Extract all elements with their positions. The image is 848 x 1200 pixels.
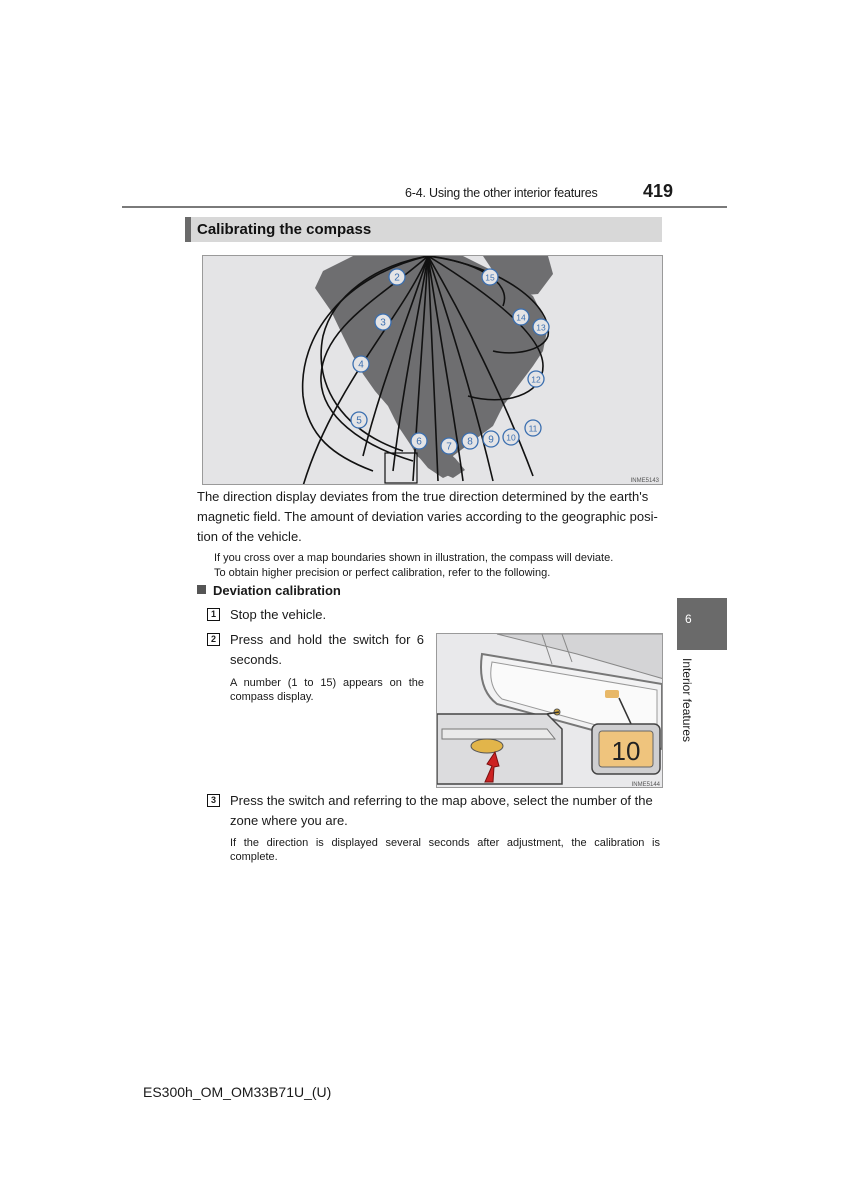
footer-code: ES300h_OM_OM33B71U_(U) <box>143 1084 332 1100</box>
compass-zone-map <box>202 255 663 485</box>
zone-marker-9 <box>483 431 499 447</box>
zone-marker-2 <box>389 269 405 285</box>
zone-marker-6 <box>411 433 427 449</box>
zone-marker-label: 13 <box>536 322 546 333</box>
map-figure-code: INME5143 <box>630 478 659 484</box>
step-2-note: A number (1 to 15) appears on the compass display. <box>230 677 424 703</box>
square-bullet-icon <box>197 585 206 594</box>
zone-marker-label: 8 <box>467 436 473 448</box>
mirror-switch-illustration <box>436 633 663 788</box>
section-heading: Calibrating the compass <box>197 221 372 238</box>
zone-marker-label: 11 <box>528 423 538 434</box>
zone-marker-label: 14 <box>516 312 526 323</box>
zone-marker-11 <box>525 420 541 436</box>
step-2-text: Press and hold the switch for 6 seconds. <box>230 632 424 667</box>
zone-marker-4 <box>353 356 369 372</box>
zone-marker-13 <box>533 319 549 335</box>
zone-marker-label: 4 <box>358 359 364 371</box>
step-number-1: 1 <box>207 608 220 621</box>
zone-map-illustration <box>203 256 663 485</box>
zone-marker-label: 3 <box>380 317 386 329</box>
running-header-title: 6-4. Using the other interior features <box>405 186 598 200</box>
page-number: 419 <box>643 181 674 201</box>
zone-marker-label: 5 <box>356 415 362 427</box>
zone-marker-label: 9 <box>488 434 494 446</box>
body-paragraph: The direction display deviates from the true direction determined by the earth's magnetic field. The amount of deviation varies according to the geographic posi-tion of the vehicle. <box>197 489 658 544</box>
chapter-label: Interior features <box>680 658 694 743</box>
zone-marker-8 <box>462 433 478 449</box>
header-rule <box>122 206 727 208</box>
zone-marker-label: 7 <box>446 441 452 453</box>
mirror-figure-code: INME5144 <box>631 782 660 788</box>
zone-marker-7 <box>441 438 457 454</box>
zone-marker-label: 15 <box>485 272 495 283</box>
zone-marker-15 <box>482 269 498 285</box>
step-3-note: If the direction is displayed several seconds after adjustment, the calibration is complete. <box>230 837 660 863</box>
zone-marker-label: 10 <box>506 432 516 443</box>
section-heading-bar <box>185 217 662 242</box>
switch-closeup-inset <box>437 712 562 784</box>
zone-marker-3 <box>375 314 391 330</box>
note-line-2: To obtain higher precision or perfect calibration, refer to the following. <box>214 567 551 579</box>
zone-marker-5 <box>351 412 367 428</box>
compass-switch <box>471 739 503 753</box>
chapter-number: 6 <box>685 612 692 626</box>
compass-display-value: 10 <box>611 736 641 766</box>
zone-marker-14 <box>513 309 529 325</box>
note-line-1: If you cross over a map boundaries shown in illustration, the compass will deviate. <box>214 552 614 564</box>
zone-marker-label: 12 <box>531 374 541 385</box>
zone-marker-12 <box>528 371 544 387</box>
step-1-text: Stop the vehicle. <box>230 607 327 622</box>
deviation-calibration-heading <box>197 583 341 598</box>
deviation-heading-text: Deviation calibration <box>213 583 341 598</box>
step-3-text: Press the switch and referring to the map above, select the number of the zone where you are. <box>230 793 653 828</box>
zone-marker-label: 6 <box>416 436 422 448</box>
chapter-tab <box>677 598 727 650</box>
zone-marker-10 <box>503 429 519 445</box>
step-number-3: 3 <box>207 794 220 807</box>
zone-marker-label: 2 <box>394 272 400 284</box>
step-number-2: 2 <box>207 633 220 646</box>
